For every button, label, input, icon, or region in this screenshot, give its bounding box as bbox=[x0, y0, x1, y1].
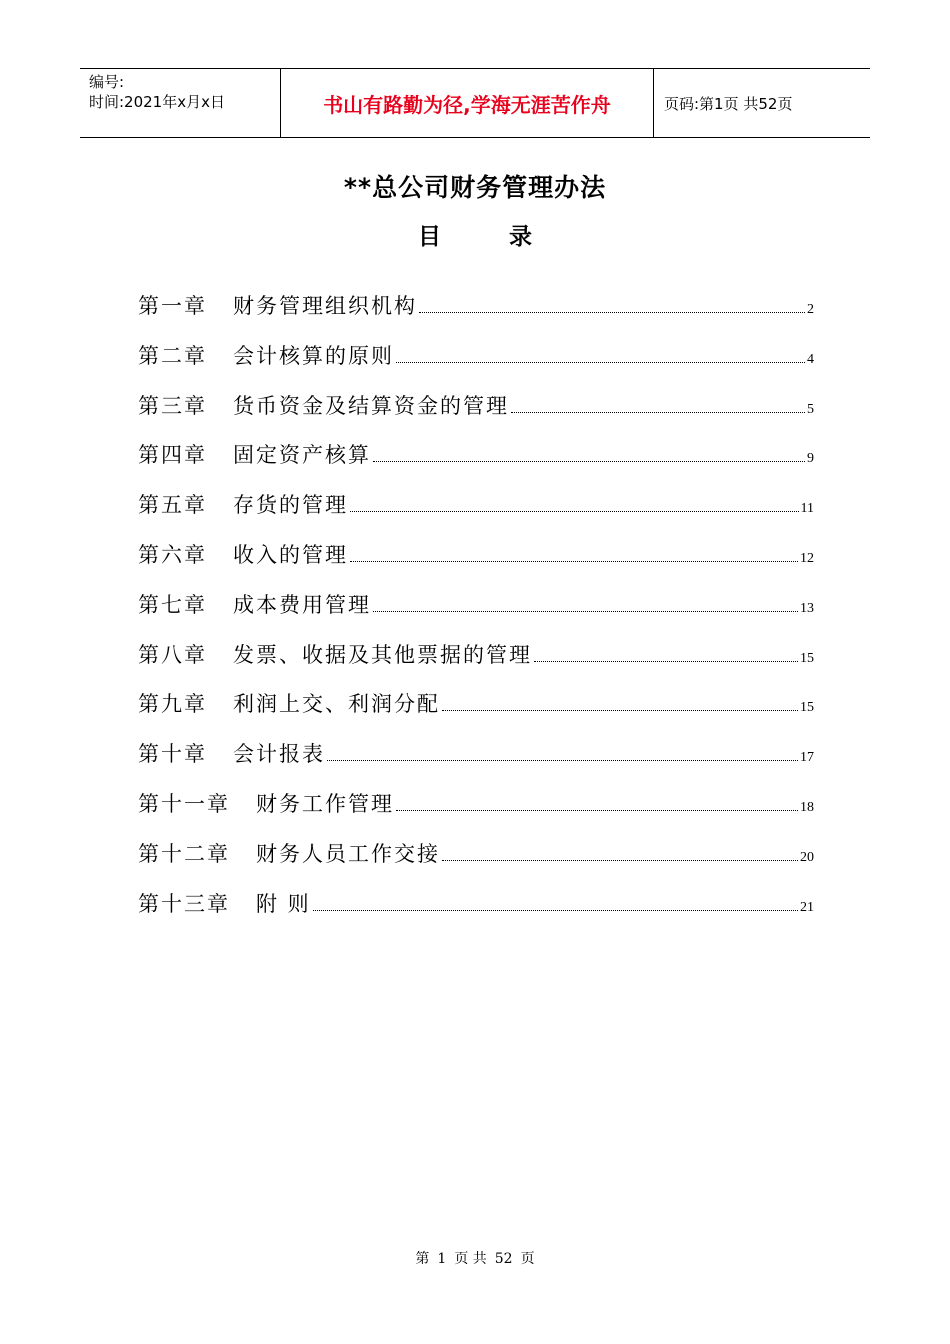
toc-leader-dots bbox=[373, 460, 805, 462]
toc-leader-dots bbox=[350, 560, 798, 562]
page-footer bbox=[0, 1248, 950, 1268]
toc-leader-dots bbox=[419, 311, 805, 313]
toc-leader-dots bbox=[350, 510, 799, 512]
toc-chapter-title: 成本费用管理 bbox=[233, 592, 371, 617]
toc-chapter-number: 第十三章 bbox=[138, 891, 230, 916]
page-header bbox=[80, 68, 870, 138]
header-motto: 书山有路勤为径,学海无涯苦作舟 bbox=[281, 69, 654, 137]
toc-leader-dots bbox=[511, 411, 805, 413]
document-date: 时间:2021年x月x日 bbox=[89, 93, 225, 111]
toc-entry[interactable] bbox=[138, 439, 814, 489]
toc-entry[interactable] bbox=[138, 788, 814, 838]
toc-chapter-title: 固定资产核算 bbox=[233, 443, 371, 468]
toc-leader-dots bbox=[396, 361, 805, 363]
toc-page-number: 9 bbox=[807, 451, 814, 467]
toc-chapter-title: 财务工作管理 bbox=[256, 791, 394, 816]
toc-chapter-title: 收入的管理 bbox=[233, 542, 348, 567]
toc-page-number: 5 bbox=[807, 401, 814, 417]
toc-chapter-title: 会计核算的原则 bbox=[233, 343, 394, 368]
header-page-info: 页码:第1页 共52页 bbox=[664, 94, 793, 113]
header-meta bbox=[80, 69, 281, 137]
toc-page-number: 11 bbox=[800, 501, 814, 517]
toc-chapter-number: 第一章 bbox=[138, 294, 207, 318]
toc-page-number: 15 bbox=[800, 650, 814, 666]
toc-chapter-number: 第十二章 bbox=[138, 841, 230, 866]
footer-mid: 页 共 bbox=[454, 1251, 487, 1267]
toc-chapter-title: 货币资金及结算资金的管理 bbox=[233, 393, 509, 418]
toc-chapter-number: 第九章 bbox=[138, 692, 207, 717]
toc-chapter-number: 第十章 bbox=[138, 742, 207, 767]
footer-current-page: 1 bbox=[437, 1251, 447, 1267]
toc-entry[interactable] bbox=[138, 539, 814, 589]
footer-suffix: 页 bbox=[520, 1251, 535, 1267]
toc-heading-char-1: 目 bbox=[418, 224, 441, 250]
document-title: **总公司财务管理办法 bbox=[343, 173, 607, 202]
toc-chapter-number: 第七章 bbox=[138, 592, 207, 617]
toc-page-number: 18 bbox=[800, 799, 814, 815]
toc-leader-dots bbox=[327, 759, 798, 761]
toc-chapter-number: 第四章 bbox=[138, 443, 207, 468]
toc-heading bbox=[0, 218, 950, 251]
toc-chapter-title: 存货的管理 bbox=[233, 493, 348, 518]
toc-chapter-number: 第二章 bbox=[138, 343, 207, 368]
toc-leader-dots bbox=[313, 909, 798, 911]
toc-chapter-number: 第十一章 bbox=[138, 791, 230, 816]
toc-page-number: 13 bbox=[800, 600, 814, 616]
toc-chapter-title: 附 则 bbox=[256, 891, 311, 916]
toc-entry[interactable] bbox=[138, 838, 814, 888]
toc-page-number: 12 bbox=[800, 550, 814, 566]
footer-prefix: 第 bbox=[415, 1251, 430, 1267]
toc-entry[interactable] bbox=[138, 688, 814, 738]
toc-page-number: 2 bbox=[807, 302, 814, 317]
toc-leader-dots bbox=[373, 610, 798, 612]
toc-page-number: 15 bbox=[800, 700, 814, 716]
toc-chapter-title: 财务管理组织机构 bbox=[233, 294, 417, 318]
toc-entry[interactable] bbox=[138, 489, 814, 539]
toc-entry[interactable] bbox=[138, 340, 814, 390]
toc-entry[interactable] bbox=[138, 290, 814, 340]
toc-page-number: 17 bbox=[800, 750, 814, 766]
toc-chapter-number: 第五章 bbox=[138, 493, 207, 518]
toc-chapter-number: 第八章 bbox=[138, 642, 207, 667]
toc-heading-char-2: 录 bbox=[509, 224, 532, 250]
toc-chapter-number: 第三章 bbox=[138, 393, 207, 418]
toc-chapter-title: 财务人员工作交接 bbox=[256, 841, 440, 866]
footer-total-pages: 52 bbox=[494, 1251, 513, 1267]
toc-entry[interactable] bbox=[138, 639, 814, 689]
toc-chapter-title: 利润上交、利润分配 bbox=[233, 692, 440, 717]
toc-entry[interactable] bbox=[138, 589, 814, 639]
toc-chapter-title: 发票、收据及其他票据的管理 bbox=[233, 642, 532, 667]
toc-page-number: 21 bbox=[800, 899, 814, 915]
toc-chapter-number: 第六章 bbox=[138, 542, 207, 567]
toc-entry[interactable] bbox=[138, 888, 814, 938]
document-number-label: 编号: bbox=[89, 73, 125, 91]
toc-leader-dots bbox=[534, 660, 798, 662]
toc-leader-dots bbox=[442, 859, 798, 861]
toc-page-number: 20 bbox=[800, 849, 814, 865]
toc-chapter-title: 会计报表 bbox=[233, 742, 325, 767]
toc-entry[interactable] bbox=[138, 390, 814, 440]
toc-entry[interactable] bbox=[138, 738, 814, 788]
toc-leader-dots bbox=[396, 809, 798, 811]
table-of-contents bbox=[138, 290, 814, 937]
toc-leader-dots bbox=[442, 709, 798, 711]
toc-page-number: 4 bbox=[807, 351, 814, 367]
